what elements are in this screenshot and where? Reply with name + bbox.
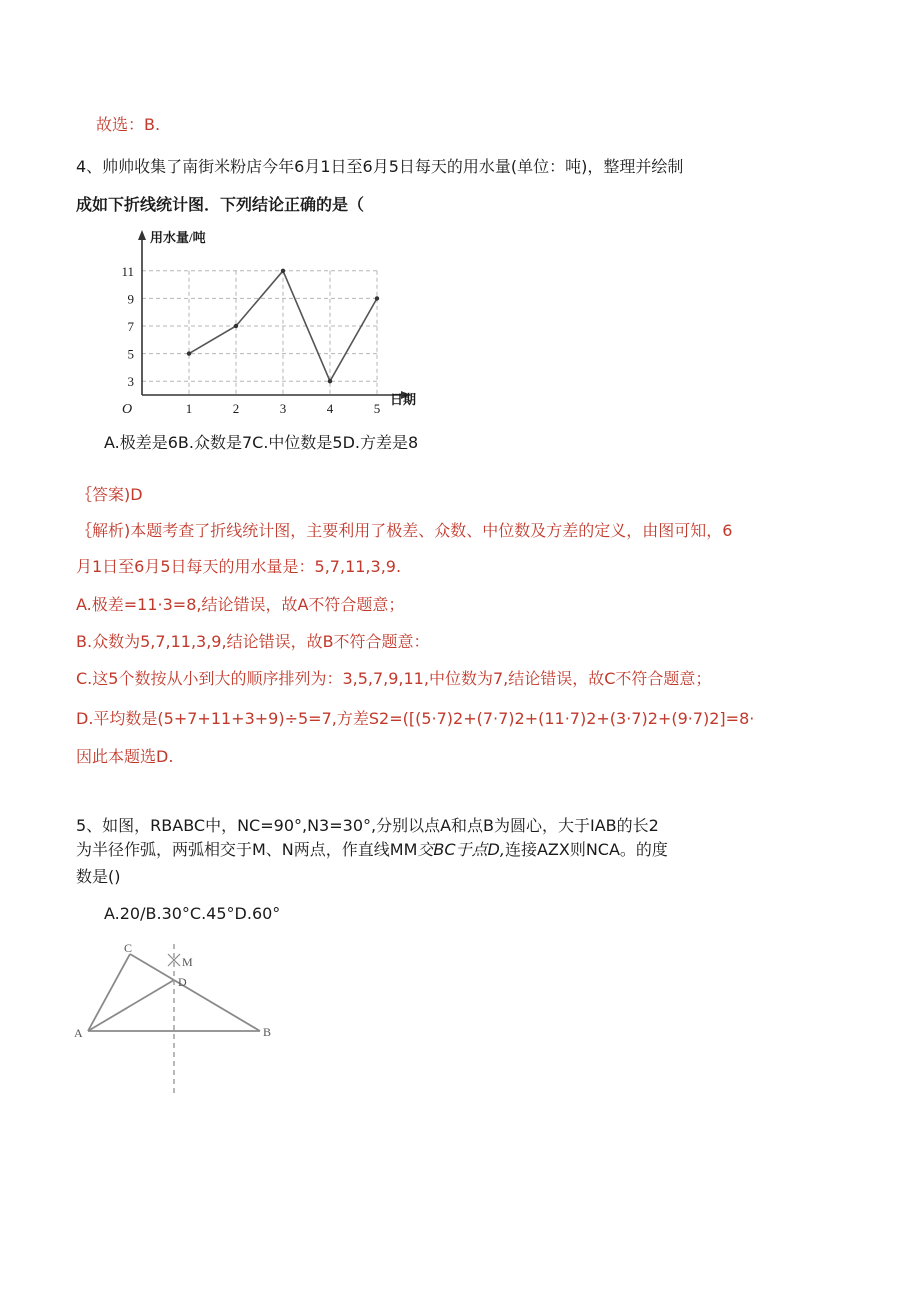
x-tick-label-5: 5 (373, 401, 381, 416)
x-tick-label-4: 4 (326, 401, 334, 416)
analysis-4-option-b: B.众数为5,7,11,3,9,结论错误，故B不符合题意： (76, 632, 430, 651)
x-axis-label: 日期 (390, 392, 417, 407)
chart-ticks (121, 264, 380, 416)
data-point-4 (328, 379, 332, 383)
question-4-line-1: 4、帅帅收集了南街米粉店今年6月1日至6月5日每天的用水量(单位：吨)，整理并绘制 (76, 157, 684, 176)
x-tick-label-3: 3 (279, 401, 287, 416)
data-point-5 (375, 296, 379, 300)
y-tick-label-5: 5 (127, 346, 134, 362)
triangle-figure (60, 940, 300, 1100)
analysis-4-line-1: ｛解析)本题考查了折线统计图，主要利用了极差、众数、中位数及方差的定义，由图可知，6 (76, 521, 733, 540)
chart-grid (142, 271, 377, 395)
y-axis-label: 用水量/吨 (150, 230, 206, 245)
y-tick-label-3: 3 (127, 374, 134, 390)
analysis-4-option-d: D.平均数是(5+7+11+3+9)÷5=7,方差S2=([(5·7)2+(7·7)2+(11·7)2+(3·7)2+(9·7)2]=8· (76, 709, 755, 728)
question-5-line-2-part-a: 为半径作弧，两弧相交于M、N两点，作直线MM (76, 840, 418, 859)
answer-4: ｛答案)D (76, 485, 143, 504)
previous-answer: 故选：B. (96, 115, 161, 134)
data-point-1 (187, 351, 191, 355)
segment-cb (130, 954, 260, 1031)
x-tick-label-2: 2 (232, 401, 240, 416)
point-label-d: D (178, 975, 187, 989)
vertex-label-c: C (124, 941, 133, 955)
point-label-m: M (182, 955, 193, 969)
question-5-options: A.20/B.30°C.45°D.60° (104, 904, 281, 923)
question-4-line-2: 成如下折线统计图．下列结论正确的是（ (76, 195, 365, 214)
vertex-label-a: A (74, 1026, 83, 1040)
y-tick-label-9: 9 (127, 291, 134, 307)
data-point-3 (281, 269, 285, 273)
question-5-line-2 (76, 839, 668, 861)
analysis-4-line-2: 月1日至6月5日每天的用水量是：5,7,11,3,9. (76, 557, 402, 576)
y-tick-label-11: 11 (121, 263, 134, 279)
y-axis-arrow (138, 230, 146, 240)
analysis-4-conclusion: 因此本题选D. (76, 747, 174, 766)
y-tick-label-7: 7 (127, 319, 134, 334)
x-tick-label-1: 1 (185, 401, 193, 416)
data-point-2 (234, 324, 238, 328)
analysis-4-option-a: A.极差=11·3=8,结论错误，故A不符合题意； (76, 595, 405, 614)
vertex-label-b: B (263, 1025, 272, 1039)
question-5-line-2-part-b: 交BC于点D, (417, 840, 505, 859)
question-5-line-3: 数是() (76, 867, 121, 886)
question-5-line-1: 5、如图，RBABC中，NC=90°,N3=30°,分别以点A和点B为圆心，大于IAB的长2 (76, 816, 659, 835)
question-4-options: A.极差是6B.众数是7C.中位数是5D.方差是8 (104, 433, 419, 452)
analysis-4-option-c: C.这5个数按从小到大的顺序排列为：3,5,7,9,11,中位数为7,结论错误，故C不符合题意； (76, 669, 712, 688)
chart-axes (138, 230, 411, 399)
question-5-line-2-part-c: 连接AZX则NCA。的度 (504, 840, 668, 859)
water-usage-line-chart (100, 222, 420, 422)
origin-label: O (122, 402, 133, 417)
